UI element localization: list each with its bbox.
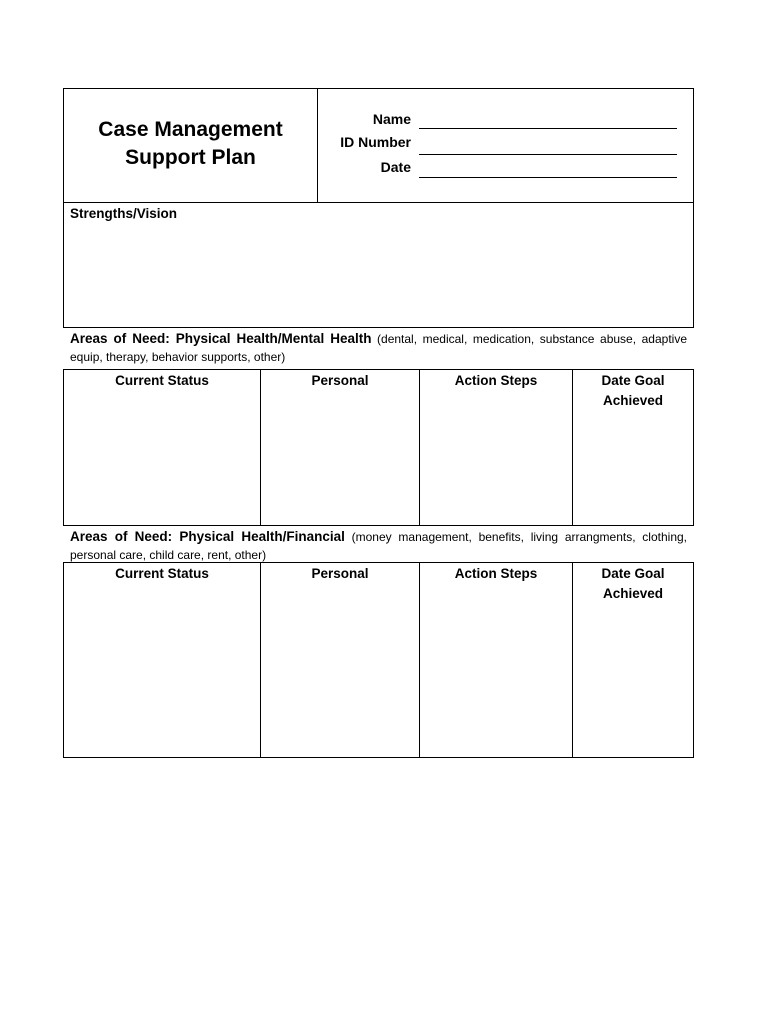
form-title	[98, 116, 282, 172]
action-steps-header: Action Steps	[454, 373, 538, 388]
area-heading-financial	[63, 526, 694, 562]
area-prefix: Areas of Need:	[70, 331, 176, 346]
area-category: Physical Health/Financial	[179, 529, 345, 544]
action-steps-column[interactable]	[420, 563, 573, 757]
area-prefix: Areas of Need:	[70, 529, 180, 544]
name-label: Name	[372, 111, 411, 127]
personal-header: Personal	[311, 566, 369, 581]
id-number-field[interactable]	[419, 154, 677, 155]
current-status-column[interactable]	[64, 370, 261, 525]
area-table-financial	[63, 562, 694, 758]
date-label: Date	[380, 159, 411, 175]
identification-cell	[318, 89, 693, 202]
case-management-form	[63, 88, 694, 758]
area-details: (money management, benefits, living arrangments, clothing, personal care, child care, rent, other)	[70, 530, 688, 562]
current-status-header: Current Status	[115, 566, 209, 581]
action-steps-column[interactable]	[420, 370, 573, 525]
date-goal-achieved-column[interactable]	[573, 370, 693, 525]
form-title-line2: Support Plan	[125, 145, 256, 169]
action-steps-header: Action Steps	[454, 566, 538, 581]
id-number-label: ID Number	[340, 134, 411, 150]
name-row	[318, 109, 693, 129]
date-goal-achieved-column[interactable]	[573, 563, 693, 757]
date-field[interactable]	[419, 177, 677, 178]
area-heading-mental-health	[63, 328, 694, 369]
strengths-vision-box[interactable]	[63, 203, 694, 328]
area-details: (dental, medical, medication, substance abuse, adaptive equip, therapy, behavior supports, other)	[70, 332, 687, 364]
area-table-mental-health	[63, 369, 694, 526]
personal-column[interactable]	[261, 370, 420, 525]
area-category: Physical Health/Mental Health	[175, 331, 372, 346]
current-status-column[interactable]	[64, 563, 261, 757]
current-status-header: Current Status	[115, 373, 209, 388]
date-goal-achieved-header: Date Goal Achieved	[601, 373, 665, 408]
strengths-vision-label: Strengths/Vision	[70, 206, 178, 221]
form-header	[63, 88, 694, 203]
personal-header: Personal	[311, 373, 369, 388]
date-goal-achieved-header: Date Goal Achieved	[601, 566, 665, 601]
personal-column[interactable]	[261, 563, 420, 757]
name-field[interactable]	[419, 128, 677, 129]
title-cell	[64, 89, 318, 202]
form-title-line1: Case Management	[98, 117, 283, 141]
date-row	[318, 157, 693, 177]
id-number-row	[318, 132, 693, 152]
